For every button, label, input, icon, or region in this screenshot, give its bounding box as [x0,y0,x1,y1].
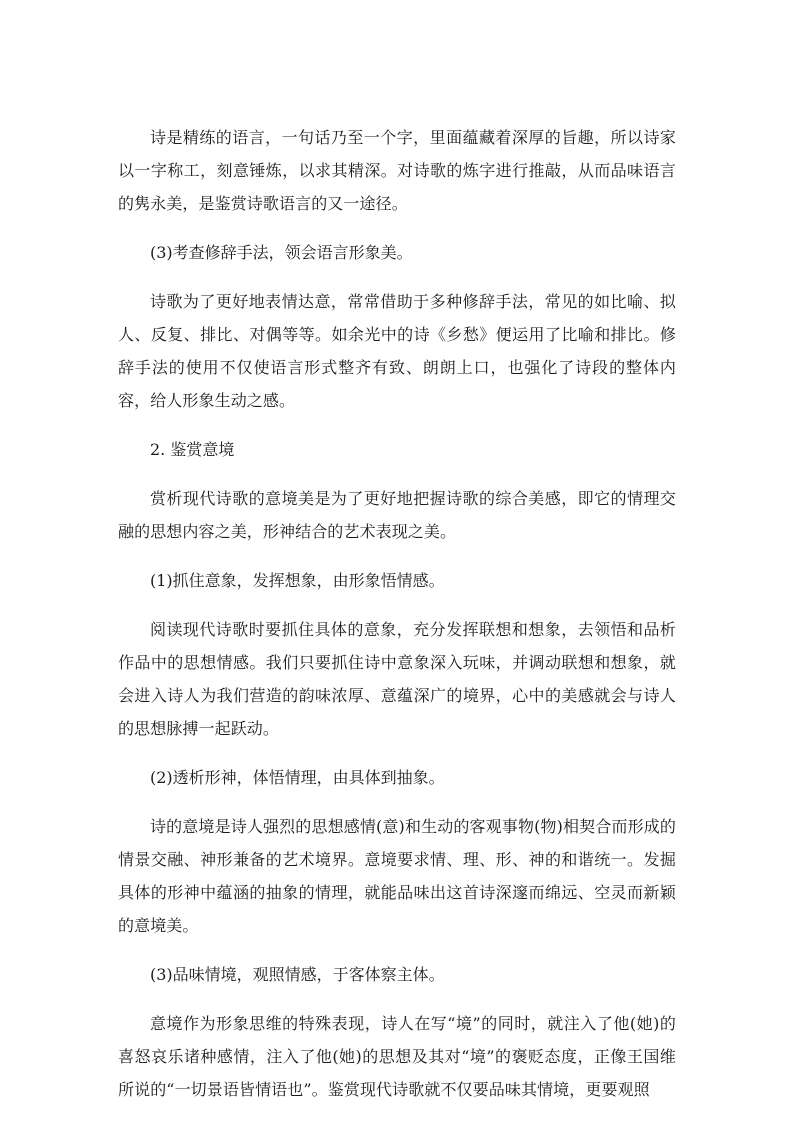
subheading-situation: (3)品味情境，观照情感，于客体察主体。 [150,965,445,984]
document-page [118,121,676,1106]
paragraph-rhetoric: 诗歌为了更好地表情达意，常常借助于多种修辞手法，常见的如比喻、拟人、反复、排比、对偶等等。如余光中的诗《乡愁》便运用了比喻和排比。修辞手法的使用不仅使语言形式整齐有致、朗朗上口，也强化了诗段的整体内容，给人形象生动之感。 [118,292,676,410]
paragraph-imagery: 阅读现代诗歌时要抓住具体的意象，充分发挥联想和想象，去领悟和品析作品中的思想情感。我们只要抓住诗中意象深入玩味，并调动联想和想象，就会进入诗人为我们营造的韵味浓厚、意蕴深广的境界，心中的美感就会与诗人的思想脉搏一起跃动。 [118,620,676,738]
paragraph-situation: 意境作为形象思维的特殊表现，诗人在写“境”的同时，就注入了他(她)的喜怒哀乐诸种感情，注入了他(她)的思想及其对“境”的褒贬态度，正像王国维所说的“一切景语皆情语也”。鉴赏现代诗歌就不仅要品味其情境，更要观照 [118,1014,676,1099]
subheading-form-spirit: (2)透析形神，体悟情理，由具体到抽象。 [150,768,445,787]
subheading-rhetoric: (3)考查修辞手法，领会语言形象美。 [150,243,413,262]
paragraph-form-spirit: 诗的意境是诗人强烈的思想感情(意)和生动的客观事物(物)相契合而形成的情景交融、神形兼备的艺术境界。意境要求情、理、形、神的和谐统一。发掘具体的形神中蕴涵的抽象的情理，就能品味出这首诗深邃而绵远、空灵而新颖的意境美。 [118,817,676,935]
subheading-imagery: (1)抓住意象，发挥想象，由形象悟情感。 [150,571,445,590]
paragraph-artistic-conception: 赏析现代诗歌的意境美是为了更好地把握诗歌的综合美感，即它的情理交融的思想内容之美，形神结合的艺术表现之美。 [118,489,676,541]
section-heading-artistic-conception: 2. 鉴赏意境 [150,440,235,459]
paragraph-word-refinement: 诗是精练的语言，一句话乃至一个字，里面蕴藏着深厚的旨趣，所以诗家以一字称工，刻意锤炼，以求其精深。对诗歌的炼字进行推敲，从而品味语言的隽永美，是鉴赏诗歌语言的又一途径。 [118,128,676,213]
